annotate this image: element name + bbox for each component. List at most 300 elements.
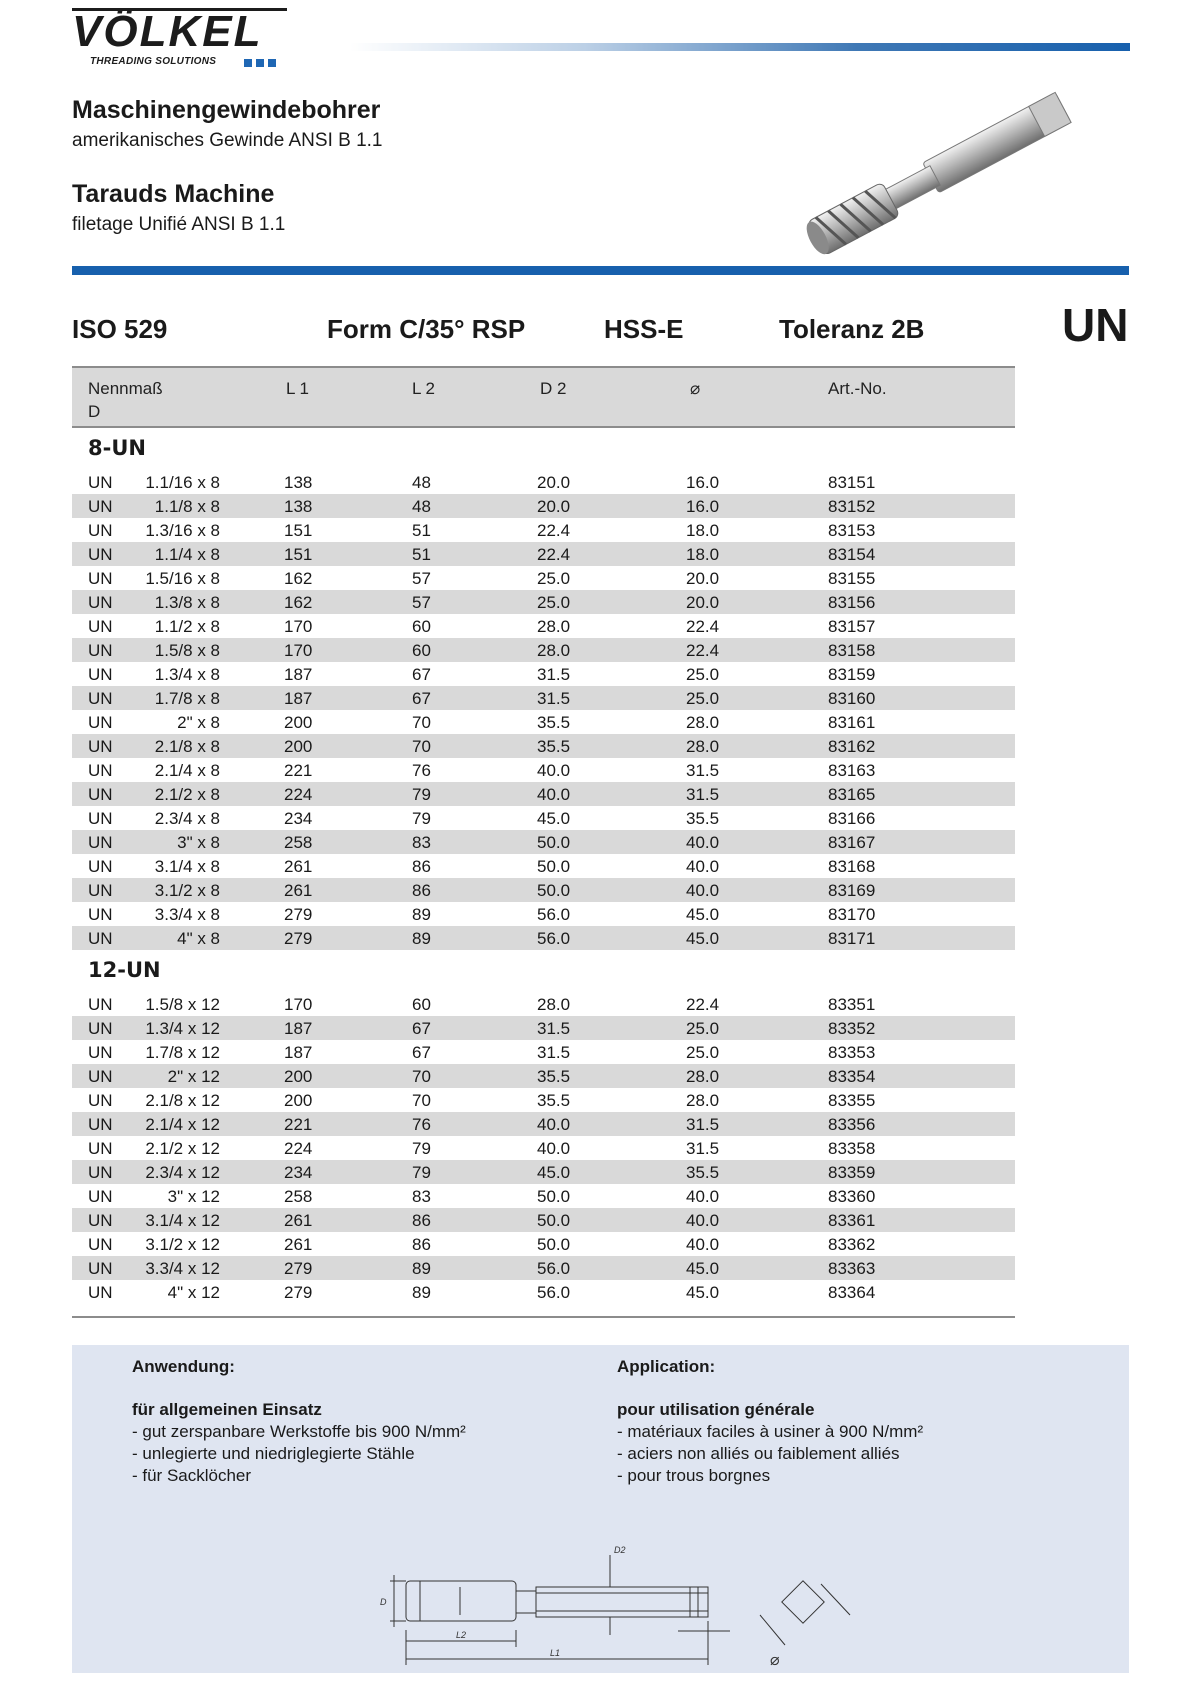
thread-code: UN <box>1062 299 1129 351</box>
cell-d2: 31.5 <box>537 689 571 708</box>
cell-l1: 224 <box>284 1139 313 1158</box>
cell-l1: 187 <box>284 689 313 708</box>
cell-size: 2.1/8 x 12 <box>145 1091 220 1110</box>
cell-l2: 51 <box>412 545 431 564</box>
cell-d2: 25.0 <box>537 593 571 612</box>
cell-l2: 70 <box>412 1067 431 1086</box>
table-row <box>72 590 1015 614</box>
cell-l1: 200 <box>284 1067 313 1086</box>
table-row <box>72 902 1015 926</box>
cell-art-no: 83153 <box>828 521 876 540</box>
technical-drawing <box>360 1535 880 1670</box>
cell-l1: 261 <box>284 1235 313 1254</box>
cell-art-no: 83154 <box>828 545 876 564</box>
cell-l2: 51 <box>412 521 431 540</box>
cell-l1: 138 <box>284 497 313 516</box>
cell-l2: 67 <box>412 665 431 684</box>
cell-l2: 79 <box>412 809 431 828</box>
cell-art-no: 83360 <box>828 1187 876 1206</box>
cell-art-no: 83363 <box>828 1259 876 1278</box>
cell-thread-type: UN <box>88 1091 113 1110</box>
cell-thread-type: UN <box>88 1163 113 1182</box>
header-l1: L 1 <box>286 379 310 398</box>
cell-size: 1.3/16 x 8 <box>145 521 220 540</box>
table-row <box>72 1088 1015 1112</box>
table-row <box>72 830 1015 854</box>
header-art-no: Art.-No. <box>828 379 887 398</box>
cell-l1: 170 <box>284 995 313 1014</box>
table-row <box>72 470 1015 494</box>
cell-size: 2" x 8 <box>177 713 220 732</box>
table-row <box>72 614 1015 638</box>
cell-size: 2.3/4 x 12 <box>145 1163 220 1182</box>
cell-size: 1.5/16 x 8 <box>145 569 220 588</box>
application-item-de: - gut zerspanbare Werkstoffe bis 900 N/mm² <box>132 1422 466 1441</box>
cell-d2: 50.0 <box>537 1235 571 1254</box>
cell-art-no: 83354 <box>828 1067 876 1086</box>
logo-wordmark: VÖLKEL <box>72 7 263 56</box>
cell-size: 3.3/4 x 8 <box>154 905 220 924</box>
cell-d2: 35.5 <box>537 713 571 732</box>
cell-l2: 70 <box>412 713 431 732</box>
cell-square: 25.0 <box>686 1019 720 1038</box>
cell-l1: 258 <box>284 1187 313 1206</box>
cell-art-no: 83166 <box>828 809 876 828</box>
header-square-icon: ⌀ <box>690 379 701 398</box>
cell-l1: 261 <box>284 881 313 900</box>
cell-thread-type: UN <box>88 995 113 1014</box>
cell-art-no: 83356 <box>828 1115 876 1134</box>
cell-d2: 56.0 <box>537 905 571 924</box>
cell-l1: 151 <box>284 521 313 540</box>
cell-l2: 89 <box>412 1283 431 1302</box>
application-item-fr: - aciers non alliés ou faiblement alliés <box>617 1444 900 1463</box>
cell-d2: 56.0 <box>537 929 571 948</box>
cell-square: 20.0 <box>686 593 720 612</box>
cell-d2: 25.0 <box>537 569 571 588</box>
cell-d2: 50.0 <box>537 857 571 876</box>
drawing-square-icon: ⌀ <box>770 1650 780 1669</box>
cell-l2: 70 <box>412 737 431 756</box>
cell-size: 1.3/4 x 12 <box>145 1019 220 1038</box>
cell-size: 1.5/8 x 12 <box>145 995 220 1014</box>
drawing-label-d2: D2 <box>614 1545 626 1555</box>
cell-size: 1.1/4 x 8 <box>154 545 220 564</box>
drawing-label-d: D <box>380 1597 387 1607</box>
cell-square: 31.5 <box>686 785 720 804</box>
cell-d2: 28.0 <box>537 641 571 660</box>
cell-l1: 151 <box>284 545 313 564</box>
cell-thread-type: UN <box>88 1283 113 1302</box>
cell-square: 22.4 <box>686 995 720 1014</box>
cell-thread-type: UN <box>88 785 113 804</box>
cell-l1: 170 <box>284 617 313 636</box>
cell-thread-type: UN <box>88 1235 113 1254</box>
cell-d2: 40.0 <box>537 761 571 780</box>
cell-l2: 79 <box>412 1163 431 1182</box>
cell-thread-type: UN <box>88 1043 113 1062</box>
cell-size: 2.1/2 x 12 <box>145 1139 220 1158</box>
cell-art-no: 83167 <box>828 833 876 852</box>
cell-size: 1.5/8 x 8 <box>154 641 220 660</box>
table-row <box>72 1064 1015 1088</box>
cell-l2: 79 <box>412 1139 431 1158</box>
cell-d2: 31.5 <box>537 1019 571 1038</box>
cell-art-no: 83352 <box>828 1019 876 1038</box>
cell-d2: 45.0 <box>537 809 571 828</box>
cell-size: 2.1/8 x 8 <box>154 737 220 756</box>
cell-square: 40.0 <box>686 881 720 900</box>
cell-l1: 200 <box>284 1091 313 1110</box>
cell-square: 35.5 <box>686 809 720 828</box>
cell-d2: 20.0 <box>537 497 571 516</box>
cell-art-no: 83169 <box>828 881 876 900</box>
cell-thread-type: UN <box>88 665 113 684</box>
cell-size: 3.1/4 x 8 <box>154 857 220 876</box>
title-german: Maschinengewindebohrer <box>72 96 381 124</box>
table-row <box>72 566 1015 590</box>
cell-d2: 40.0 <box>537 785 571 804</box>
cell-thread-type: UN <box>88 497 113 516</box>
cell-l1: 162 <box>284 569 313 588</box>
cell-thread-type: UN <box>88 593 113 612</box>
cell-square: 31.5 <box>686 1139 720 1158</box>
cell-art-no: 83156 <box>828 593 876 612</box>
cell-l2: 79 <box>412 785 431 804</box>
cell-art-no: 83157 <box>828 617 876 636</box>
cell-size: 4" x 8 <box>177 929 220 948</box>
cell-d2: 31.5 <box>537 665 571 684</box>
cell-l1: 221 <box>284 1115 313 1134</box>
cell-l2: 89 <box>412 1259 431 1278</box>
cell-size: 3" x 8 <box>177 833 220 852</box>
table-row <box>72 662 1015 686</box>
cell-d2: 28.0 <box>537 617 571 636</box>
cell-square: 16.0 <box>686 497 720 516</box>
cell-thread-type: UN <box>88 833 113 852</box>
cell-art-no: 83351 <box>828 995 876 1014</box>
cell-l1: 279 <box>284 905 313 924</box>
title-french: Tarauds Machine <box>72 180 275 208</box>
cell-size: 1.7/8 x 12 <box>145 1043 220 1062</box>
cell-square: 40.0 <box>686 857 720 876</box>
table-row <box>72 926 1015 950</box>
table-row <box>72 1040 1015 1064</box>
cell-d2: 56.0 <box>537 1283 571 1302</box>
cell-square: 28.0 <box>686 1067 720 1086</box>
table-row <box>72 1136 1015 1160</box>
cell-l2: 67 <box>412 1043 431 1062</box>
table-row <box>72 686 1015 710</box>
table-row <box>72 710 1015 734</box>
cell-thread-type: UN <box>88 521 113 540</box>
cell-art-no: 83163 <box>828 761 876 780</box>
cell-l2: 60 <box>412 617 431 636</box>
application-item-de: - unlegierte und niedriglegierte Stähle <box>132 1444 415 1463</box>
cell-square: 25.0 <box>686 665 720 684</box>
cell-art-no: 83151 <box>828 473 876 492</box>
cell-art-no: 83160 <box>828 689 876 708</box>
cell-l2: 86 <box>412 881 431 900</box>
cell-square: 40.0 <box>686 1211 720 1230</box>
cell-thread-type: UN <box>88 713 113 732</box>
cell-l1: 224 <box>284 785 313 804</box>
table-row <box>72 1184 1015 1208</box>
cell-l2: 89 <box>412 905 431 924</box>
cell-d2: 40.0 <box>537 1139 571 1158</box>
cell-size: 1.7/8 x 8 <box>154 689 220 708</box>
cell-square: 40.0 <box>686 833 720 852</box>
cell-l1: 279 <box>284 1283 313 1302</box>
cell-l2: 83 <box>412 833 431 852</box>
cell-size: 2.3/4 x 8 <box>154 809 220 828</box>
table-row <box>72 782 1015 806</box>
cell-l1: 261 <box>284 1211 313 1230</box>
application-heading-de: Anwendung: <box>132 1357 235 1376</box>
cell-l1: 234 <box>284 809 313 828</box>
cell-l1: 200 <box>284 737 313 756</box>
cell-d2: 50.0 <box>537 881 571 900</box>
header-blue-bar <box>72 266 1129 275</box>
cell-d2: 31.5 <box>537 1043 571 1062</box>
table-row <box>72 518 1015 542</box>
cell-art-no: 83155 <box>828 569 876 588</box>
cell-l2: 83 <box>412 1187 431 1206</box>
cell-thread-type: UN <box>88 809 113 828</box>
cell-size: 1.1/16 x 8 <box>145 473 220 492</box>
logo-square <box>244 59 252 67</box>
cell-thread-type: UN <box>88 1019 113 1038</box>
cell-thread-type: UN <box>88 473 113 492</box>
spec-iso: ISO 529 <box>72 314 168 344</box>
cell-d2: 45.0 <box>537 1163 571 1182</box>
table-header <box>72 366 1015 428</box>
cell-art-no: 83168 <box>828 857 876 876</box>
cell-l2: 60 <box>412 995 431 1014</box>
cell-art-no: 83359 <box>828 1163 876 1182</box>
cell-thread-type: UN <box>88 1259 113 1278</box>
cell-thread-type: UN <box>88 1067 113 1086</box>
cell-l1: 138 <box>284 473 313 492</box>
tap-tool-image <box>780 84 1100 264</box>
cell-l1: 279 <box>284 1259 313 1278</box>
application-list-de <box>132 1421 466 1487</box>
table-row <box>72 1016 1015 1040</box>
table-row <box>72 1232 1015 1256</box>
cell-d2: 22.4 <box>537 521 571 540</box>
cell-square: 18.0 <box>686 545 720 564</box>
table-row <box>72 542 1015 566</box>
cell-size: 2.1/4 x 12 <box>145 1115 220 1134</box>
table-row <box>72 1112 1015 1136</box>
cell-l1: 234 <box>284 1163 313 1182</box>
cell-art-no: 83158 <box>828 641 876 660</box>
application-item-fr: - pour trous borgnes <box>617 1466 771 1485</box>
header-size-d: D <box>88 402 101 421</box>
cell-square: 28.0 <box>686 713 720 732</box>
cell-size: 3" x 12 <box>167 1187 220 1206</box>
subtitle-german: amerikanisches Gewinde ANSI B 1.1 <box>72 130 383 151</box>
cell-art-no: 83364 <box>828 1283 876 1302</box>
cell-square: 18.0 <box>686 521 720 540</box>
spec-material: HSS-E <box>604 314 684 344</box>
cell-art-no: 83353 <box>828 1043 876 1062</box>
cell-square: 40.0 <box>686 1235 720 1254</box>
cell-d2: 35.5 <box>537 1091 571 1110</box>
application-subheading-de: für allgemeinen Einsatz <box>132 1400 322 1419</box>
cell-art-no: 83159 <box>828 665 876 684</box>
cell-thread-type: UN <box>88 641 113 660</box>
table-row <box>72 734 1015 758</box>
cell-d2: 56.0 <box>537 1259 571 1278</box>
cell-l1: 170 <box>284 641 313 660</box>
cell-square: 28.0 <box>686 1091 720 1110</box>
cell-size: 1.3/4 x 8 <box>154 665 220 684</box>
cell-l2: 67 <box>412 1019 431 1038</box>
cell-size: 2" x 12 <box>167 1067 220 1086</box>
cell-l2: 48 <box>412 497 431 516</box>
cell-square: 40.0 <box>686 1187 720 1206</box>
cell-d2: 28.0 <box>537 995 571 1014</box>
cell-l1: 187 <box>284 1019 313 1038</box>
table-row <box>72 854 1015 878</box>
cell-thread-type: UN <box>88 929 113 948</box>
cell-l2: 48 <box>412 473 431 492</box>
cell-l1: 258 <box>284 833 313 852</box>
spec-form: Form C/35° RSP <box>327 314 526 344</box>
cell-square: 45.0 <box>686 1283 720 1302</box>
cell-square: 31.5 <box>686 761 720 780</box>
cell-size: 1.3/8 x 8 <box>154 593 220 612</box>
cell-art-no: 83358 <box>828 1139 876 1158</box>
cell-l2: 76 <box>412 1115 431 1134</box>
cell-size: 1.1/2 x 8 <box>154 617 220 636</box>
table-row <box>72 1256 1015 1280</box>
cell-square: 16.0 <box>686 473 720 492</box>
cell-d2: 35.5 <box>537 1067 571 1086</box>
table-row <box>72 806 1015 830</box>
cell-l2: 86 <box>412 857 431 876</box>
section-title: 8-UN <box>88 436 146 460</box>
subtitle-french: filetage Unifié ANSI B 1.1 <box>72 214 286 235</box>
cell-art-no: 83170 <box>828 905 876 924</box>
cell-thread-type: UN <box>88 905 113 924</box>
table-row <box>72 1280 1015 1304</box>
cell-size: 3.1/2 x 8 <box>154 881 220 900</box>
cell-d2: 22.4 <box>537 545 571 564</box>
application-item-fr: - matériaux faciles à usiner à 900 N/mm² <box>617 1422 924 1441</box>
cell-l2: 57 <box>412 569 431 588</box>
cell-art-no: 83162 <box>828 737 876 756</box>
cell-square: 45.0 <box>686 905 720 924</box>
cell-d2: 50.0 <box>537 1211 571 1230</box>
cell-l2: 89 <box>412 929 431 948</box>
cell-square: 28.0 <box>686 737 720 756</box>
cell-thread-type: UN <box>88 1187 113 1206</box>
table-row <box>72 494 1015 518</box>
cell-square: 22.4 <box>686 617 720 636</box>
drawing-label-l1: L1 <box>550 1648 561 1658</box>
cell-d2: 50.0 <box>537 833 571 852</box>
cell-l2: 60 <box>412 641 431 660</box>
cell-art-no: 83361 <box>828 1211 876 1230</box>
cell-art-no: 83355 <box>828 1091 876 1110</box>
drawing-label-l2: L2 <box>456 1630 467 1640</box>
header-l2: L 2 <box>412 379 436 398</box>
cell-thread-type: UN <box>88 761 113 780</box>
cell-square: 22.4 <box>686 641 720 660</box>
cell-l1: 279 <box>284 929 313 948</box>
application-item-de: - für Sacklöcher <box>132 1466 252 1485</box>
cell-l2: 57 <box>412 593 431 612</box>
cell-thread-type: UN <box>88 545 113 564</box>
application-subheading-fr: pour utilisation générale <box>617 1400 815 1419</box>
cell-art-no: 83165 <box>828 785 876 804</box>
cell-art-no: 83362 <box>828 1235 876 1254</box>
header-d2: D 2 <box>540 379 567 398</box>
table-bottom-rule <box>72 1316 1015 1318</box>
header-gradient-bar <box>350 43 1130 51</box>
cell-d2: 50.0 <box>537 1187 571 1206</box>
cell-thread-type: UN <box>88 1211 113 1230</box>
cell-size: 3.1/4 x 12 <box>145 1211 220 1230</box>
cell-square: 25.0 <box>686 689 720 708</box>
application-list-fr <box>617 1421 923 1487</box>
cell-thread-type: UN <box>88 617 113 636</box>
cell-l2: 70 <box>412 1091 431 1110</box>
cell-l1: 261 <box>284 857 313 876</box>
cell-thread-type: UN <box>88 1139 113 1158</box>
cell-thread-type: UN <box>88 689 113 708</box>
table-row <box>72 758 1015 782</box>
cell-size: 4" x 12 <box>167 1283 220 1302</box>
cell-d2: 35.5 <box>537 737 571 756</box>
cell-size: 3.1/2 x 12 <box>145 1235 220 1254</box>
cell-thread-type: UN <box>88 1115 113 1134</box>
cell-size: 3.3/4 x 12 <box>145 1259 220 1278</box>
cell-l2: 67 <box>412 689 431 708</box>
cell-d2: 40.0 <box>537 1115 571 1134</box>
table-row <box>72 878 1015 902</box>
cell-square: 31.5 <box>686 1115 720 1134</box>
cell-l2: 86 <box>412 1211 431 1230</box>
cell-l1: 162 <box>284 593 313 612</box>
cell-size: 1.1/8 x 8 <box>154 497 220 516</box>
cell-l2: 76 <box>412 761 431 780</box>
logo-tagline: THREADING SOLUTIONS <box>90 56 217 67</box>
cell-square: 35.5 <box>686 1163 720 1182</box>
table-row <box>72 638 1015 662</box>
cell-art-no: 83171 <box>828 929 876 948</box>
cell-l2: 86 <box>412 1235 431 1254</box>
cell-square: 20.0 <box>686 569 720 588</box>
table-row <box>72 992 1015 1016</box>
table-row <box>72 1208 1015 1232</box>
cell-art-no: 83161 <box>828 713 876 732</box>
cell-square: 25.0 <box>686 1043 720 1062</box>
cell-l1: 187 <box>284 665 313 684</box>
header-size: Nennmaß <box>88 379 163 398</box>
cell-art-no: 83152 <box>828 497 876 516</box>
cell-l1: 221 <box>284 761 313 780</box>
cell-thread-type: UN <box>88 857 113 876</box>
table-row <box>72 1160 1015 1184</box>
cell-l1: 187 <box>284 1043 313 1062</box>
spec-tolerance: Toleranz 2B <box>779 314 925 344</box>
cell-square: 45.0 <box>686 1259 720 1278</box>
logo-square <box>268 59 276 67</box>
volkel-logo <box>72 4 292 70</box>
